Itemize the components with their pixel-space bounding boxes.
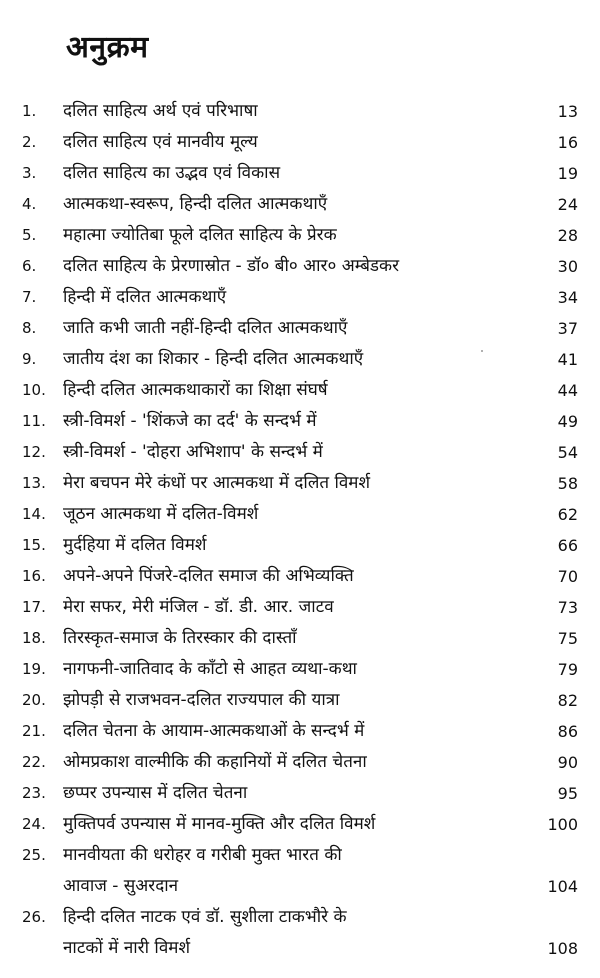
entry-page-number: 108 xyxy=(547,939,578,958)
entry-title-line: दलित साहित्य का उद्भव एवं विकास xyxy=(63,163,281,183)
toc-entry xyxy=(0,592,600,623)
entry-title-line: जातीय दंश का शिकार - हिन्दी दलित आत्मकथाएँ xyxy=(63,349,364,369)
entry-title-line: मेरा बचपन मेरे कंधों पर आत्मकथा में दलित विमर्श xyxy=(63,473,371,493)
toc-entry xyxy=(0,809,600,840)
entry-page-number: 24 xyxy=(557,195,578,214)
entry-title-line: महात्मा ज्योतिबा फूले दलित साहित्य के प्रेरक xyxy=(63,225,337,245)
entry-number: 19. xyxy=(22,660,46,678)
entry-number: 10. xyxy=(22,381,46,399)
entry-number: 3. xyxy=(22,164,37,182)
entry-number: 15. xyxy=(22,536,46,554)
toc-entry xyxy=(0,561,600,592)
table-of-contents xyxy=(0,96,600,964)
entry-page-number: 54 xyxy=(557,443,578,462)
toc-entry xyxy=(0,375,600,406)
toc-entry xyxy=(0,344,600,375)
entry-number: 25. xyxy=(22,846,46,864)
entry-number: 14. xyxy=(22,505,46,523)
entry-page-number: 86 xyxy=(557,722,578,741)
entry-title xyxy=(63,747,503,778)
toc-entry xyxy=(0,220,600,251)
entry-title xyxy=(63,313,503,344)
entry-title-line: छप्पर उपन्यास में दलित चेतना xyxy=(63,783,248,803)
entry-title-line: जूठन आत्मकथा में दलित-विमर्श xyxy=(63,504,259,524)
entry-title-line: दलित साहित्य एवं मानवीय मूल्य xyxy=(63,132,258,152)
entry-number: 12. xyxy=(22,443,46,461)
entry-title-line: मेरा सफर, मेरी मंजिल - डॉ. डी. आर. जाटव xyxy=(63,597,334,617)
entry-title-line: आत्मकथा-स्वरूप, हिन्दी दलित आत्मकथाएँ xyxy=(63,194,328,214)
entry-number: 23. xyxy=(22,784,46,802)
toc-entry xyxy=(0,530,600,561)
toc-entry xyxy=(0,840,600,902)
entry-title xyxy=(63,623,503,654)
entry-title xyxy=(63,716,503,747)
entry-title-line: जाति कभी जाती नहीं-हिन्दी दलित आत्मकथाएँ xyxy=(63,318,348,338)
entry-page-number: 16 xyxy=(557,133,578,152)
entry-page-number: 58 xyxy=(557,474,578,493)
entry-title xyxy=(63,96,503,127)
page-title: अनुक्रम xyxy=(66,30,149,65)
toc-entry xyxy=(0,251,600,282)
entry-number: 1. xyxy=(22,102,37,120)
toc-entry xyxy=(0,685,600,716)
entry-page-number: 41 xyxy=(557,350,578,369)
toc-entry xyxy=(0,96,600,127)
entry-title-line: स्त्री-विमर्श - 'शिंकजे का दर्द' के सन्दर्भ में xyxy=(63,411,317,431)
entry-number: 8. xyxy=(22,319,37,337)
entry-page-number: 66 xyxy=(557,536,578,555)
entry-title-line: झोपड़ी से राजभवन-दलित राज्यपाल की यात्रा xyxy=(63,690,340,710)
entry-page-number: 28 xyxy=(557,226,578,245)
entry-title xyxy=(63,375,503,406)
entry-title-line: नागफनी-जातिवाद के काँटो से आहत व्यथा-कथा xyxy=(63,659,357,679)
entry-title xyxy=(63,127,503,158)
entry-title xyxy=(63,344,503,375)
entry-title xyxy=(63,685,503,716)
entry-title xyxy=(63,189,503,220)
entry-title-line: हिन्दी में दलित आत्मकथाएँ xyxy=(63,287,227,307)
entry-page-number: 100 xyxy=(547,815,578,834)
toc-entry xyxy=(0,406,600,437)
entry-title xyxy=(63,654,503,685)
entry-title-line: हिन्दी दलित आत्मकथाकारों का शिक्षा संघर्ष xyxy=(63,380,328,400)
entry-title xyxy=(63,406,503,437)
entry-number: 7. xyxy=(22,288,37,306)
toc-entry xyxy=(0,158,600,189)
entry-number: 9. xyxy=(22,350,37,368)
entry-number: 2. xyxy=(22,133,37,151)
entry-page-number: 70 xyxy=(557,567,578,586)
entry-title xyxy=(63,437,503,468)
entry-title-line: मुर्दहिया में दलित विमर्श xyxy=(63,535,207,555)
entry-page-number: 62 xyxy=(557,505,578,524)
entry-title-line: मुक्तिपर्व उपन्यास में मानव-मुक्ति और दलित विमर्श xyxy=(63,814,376,834)
entry-title xyxy=(63,778,503,809)
entry-page-number: 34 xyxy=(557,288,578,307)
entry-number: 6. xyxy=(22,257,37,275)
entry-page-number: 90 xyxy=(557,753,578,772)
entry-title xyxy=(63,592,503,623)
entry-number: 22. xyxy=(22,753,46,771)
entry-title-line: ओमप्रकाश वाल्मीकि की कहानियों में दलित चेतना xyxy=(63,752,367,772)
entry-number: 5. xyxy=(22,226,37,244)
entry-title xyxy=(63,220,503,251)
toc-entry xyxy=(0,313,600,344)
entry-page-number: 30 xyxy=(557,257,578,276)
entry-title xyxy=(63,158,503,189)
toc-entry xyxy=(0,716,600,747)
toc-entry xyxy=(0,654,600,685)
entry-title-line: दलित चेतना के आयाम-आत्मकथाओं के सन्दर्भ में xyxy=(63,721,365,741)
entry-page-number: 49 xyxy=(557,412,578,431)
entry-page-number: 79 xyxy=(557,660,578,679)
toc-entry xyxy=(0,623,600,654)
entry-number: 16. xyxy=(22,567,46,585)
entry-page-number: 37 xyxy=(557,319,578,338)
entry-number: 17. xyxy=(22,598,46,616)
entry-page-number: 73 xyxy=(557,598,578,617)
entry-page-number: 95 xyxy=(557,784,578,803)
entry-number: 4. xyxy=(22,195,37,213)
toc-entry xyxy=(0,468,600,499)
toc-entry xyxy=(0,127,600,158)
entry-page-number: 104 xyxy=(547,877,578,896)
entry-title-line: आवाज - सुअरदान xyxy=(63,876,179,896)
entry-number: 11. xyxy=(22,412,46,430)
entry-title xyxy=(63,902,503,964)
entry-title-line: स्त्री-विमर्श - 'दोहरा अभिशाप' के सन्दर्भ में xyxy=(63,442,323,462)
entry-number: 18. xyxy=(22,629,46,647)
entry-title xyxy=(63,282,503,313)
entry-number: 13. xyxy=(22,474,46,492)
entry-page-number: 13 xyxy=(557,102,578,121)
entry-title xyxy=(63,251,503,282)
toc-entry xyxy=(0,282,600,313)
entry-title xyxy=(63,840,503,902)
entry-title xyxy=(63,809,503,840)
entry-number: 24. xyxy=(22,815,46,833)
entry-title-line: दलित साहित्य के प्रेरणास्रोत - डॉ० बी० आर० अम्बेडकर xyxy=(63,256,400,276)
entry-number: 21. xyxy=(22,722,46,740)
toc-entry xyxy=(0,189,600,220)
entry-page-number: 75 xyxy=(557,629,578,648)
toc-entry xyxy=(0,499,600,530)
toc-entry xyxy=(0,747,600,778)
entry-title xyxy=(63,468,503,499)
entry-page-number: 82 xyxy=(557,691,578,710)
entry-title xyxy=(63,561,503,592)
entry-title-line: दलित साहित्य अर्थ एवं परिभाषा xyxy=(63,101,258,121)
entry-title-line: अपने-अपने पिंजरे-दलित समाज की अभिव्यक्ति xyxy=(63,566,354,586)
entry-title-line: नाटकों में नारी विमर्श xyxy=(63,938,191,958)
entry-title-line: हिन्दी दलित नाटक एवं डॉ. सुशीला टाकभौरे के xyxy=(63,907,347,927)
entry-title xyxy=(63,530,503,561)
toc-entry xyxy=(0,902,600,964)
toc-entry xyxy=(0,437,600,468)
entry-number: 26. xyxy=(22,908,46,926)
entry-page-number: 19 xyxy=(557,164,578,183)
entry-title xyxy=(63,499,503,530)
entry-title-line: मानवीयता की धरोहर व गरीबी मुक्त भारत की xyxy=(63,845,342,865)
toc-entry xyxy=(0,778,600,809)
entry-title-line: तिरस्कृत-समाज के तिरस्कार की दास्ताँ xyxy=(63,628,297,648)
entry-page-number: 44 xyxy=(557,381,578,400)
entry-number: 20. xyxy=(22,691,46,709)
